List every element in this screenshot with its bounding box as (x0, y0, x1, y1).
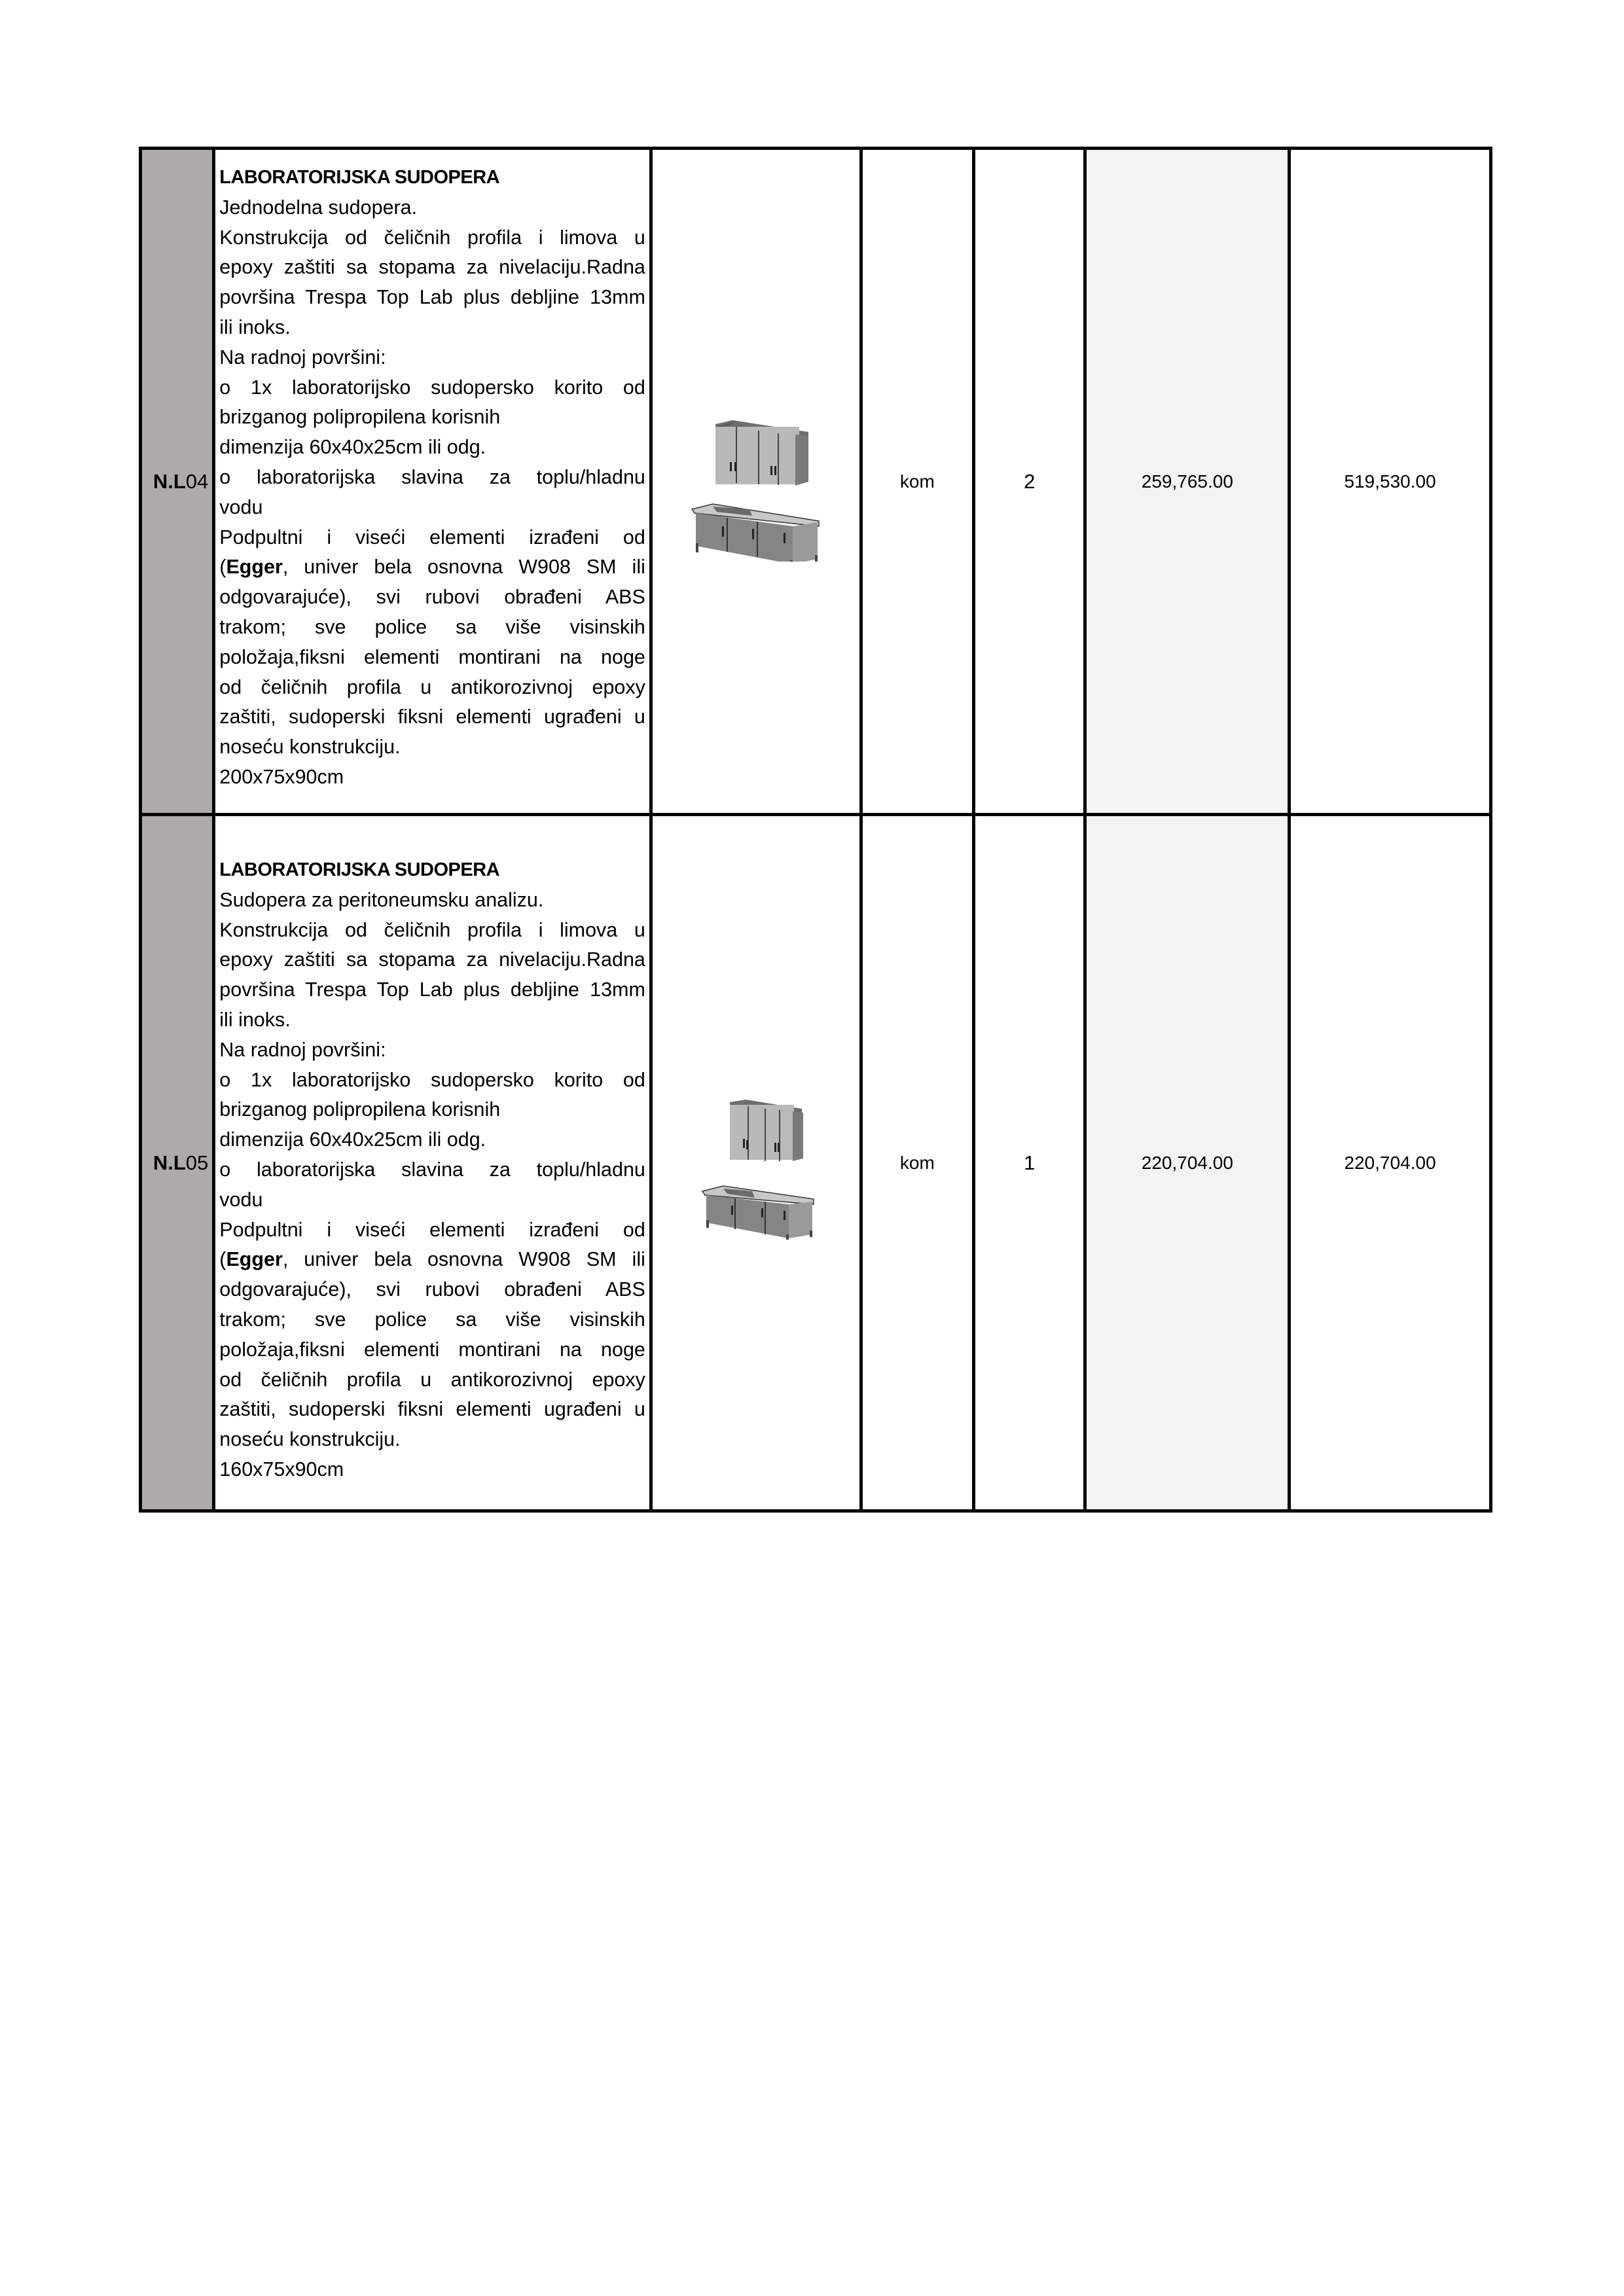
total-price-cell: 519,530.00 (1290, 149, 1491, 815)
description-line: Konstrukcija od čeličnih profila i limova u (219, 918, 645, 941)
item-description-cell (214, 149, 651, 815)
description-line: Jednodelna sudopera. (219, 196, 418, 219)
description-line: noseću konstrukciju. (219, 1428, 401, 1451)
description-line: epoxy zaštiti sa stopama za nivelaciju.Radna (219, 256, 645, 279)
item-id-cell (141, 815, 214, 1511)
description-line: odgovarajuće), svi rubovi obrađeni ABS (219, 1278, 645, 1301)
item-description-cell (214, 815, 651, 1511)
quantity-cell: 2 (974, 149, 1085, 815)
description-line: noseću konstrukciju. (219, 736, 401, 759)
quantity-cell: 1 (974, 815, 1085, 1511)
bill-of-quantities-table (139, 147, 1492, 1513)
unit-price-cell: 220,704.00 (1085, 815, 1290, 1511)
unit-cell: kom (861, 149, 973, 815)
description-line: brizganog polipropilena korisnih (219, 1098, 501, 1121)
description-line: površina Trespa Top Lab plus debljine 13mm (219, 286, 645, 309)
description-line: 160x75x90cm (219, 1458, 344, 1480)
item-id-number: 04 (185, 469, 209, 493)
item-description (219, 193, 645, 793)
description-line: Na radnoj površini: (219, 1038, 386, 1061)
description-line: zaštiti, sudoperski fiksni elementi ugrađeni u (219, 706, 645, 728)
description-line: odgovarajuće), svi rubovi obrađeni ABS (219, 586, 645, 609)
item-title: LABORATORIJSKA SUDOPERA (219, 859, 500, 880)
item-title: LABORATORIJSKA SUDOPERA (219, 167, 500, 188)
description-line: ili inoks. (219, 1008, 291, 1031)
description-line: Konstrukcija od čeličnih profila i limova u (219, 226, 645, 249)
item-image-cell (651, 815, 861, 1511)
description-line: dimenzija 60x40x25cm ili odg. (219, 436, 486, 459)
description-line: položaja,fiksni elementi montirani na noge (219, 645, 645, 668)
lab-sink-with-wall-cabinets-icon (691, 398, 821, 565)
item-id-cell (141, 149, 214, 815)
brand-name: Egger (226, 556, 283, 579)
item-id-prefix: N.L (153, 469, 186, 493)
table-row (141, 815, 1491, 1511)
lab-sink-with-wall-cabinets-icon (697, 1083, 815, 1243)
description-line: trakom; sve police sa više visinskih (219, 615, 645, 638)
description-line: od čeličnih profila u antikorozivnoj epoxy (219, 675, 645, 698)
item-id-number: 05 (185, 1151, 209, 1174)
description-line: o 1x laboratorijsko sudopersko korito od (219, 1068, 645, 1091)
description-line: epoxy zaštiti sa stopama za nivelaciju.Radna (219, 948, 645, 971)
description-line: dimenzija 60x40x25cm ili odg. (219, 1128, 486, 1151)
item-description (219, 886, 645, 1485)
table-row (141, 149, 1491, 815)
description-line: trakom; sve police sa više visinskih (219, 1308, 645, 1331)
description-line: položaja,fiksni elementi montirani na noge (219, 1338, 645, 1361)
item-id-prefix: N.L (153, 1151, 186, 1174)
description-line: 200x75x90cm (219, 765, 344, 788)
unit-cell: kom (861, 815, 973, 1511)
description-line: zaštiti, sudoperski fiksni elementi ugrađeni u (219, 1398, 645, 1421)
description-line: (Egger, univer bela osnovna W908 SM ili (219, 1248, 645, 1271)
description-line: brizganog polipropilena korisnih (219, 406, 501, 429)
description-line: o 1x laboratorijsko sudopersko korito od (219, 376, 645, 399)
unit-price-cell: 259,765.00 (1085, 149, 1290, 815)
description-line: o laboratorijska slavina za toplu/hladnu (219, 465, 645, 488)
description-line: o laboratorijska slavina za toplu/hladnu (219, 1158, 645, 1181)
item-image-cell (651, 149, 861, 815)
description-line: Sudopera za peritoneumsku analizu. (219, 888, 544, 911)
description-line: vodu (219, 495, 263, 518)
description-line: od čeličnih profila u antikorozivnoj epoxy (219, 1368, 645, 1391)
description-line: Na radnoj površini: (219, 346, 386, 368)
description-line: (Egger, univer bela osnovna W908 SM ili (219, 556, 645, 579)
brand-name: Egger (226, 1248, 283, 1271)
description-line: vodu (219, 1188, 263, 1211)
description-line: površina Trespa Top Lab plus debljine 13mm (219, 978, 645, 1001)
total-price-cell: 220,704.00 (1290, 815, 1491, 1511)
description-line: Podpultni i viseći elementi izrađeni od (219, 1218, 645, 1241)
description-line: Podpultni i viseći elementi izrađeni od (219, 526, 645, 548)
description-line: ili inoks. (219, 315, 291, 338)
